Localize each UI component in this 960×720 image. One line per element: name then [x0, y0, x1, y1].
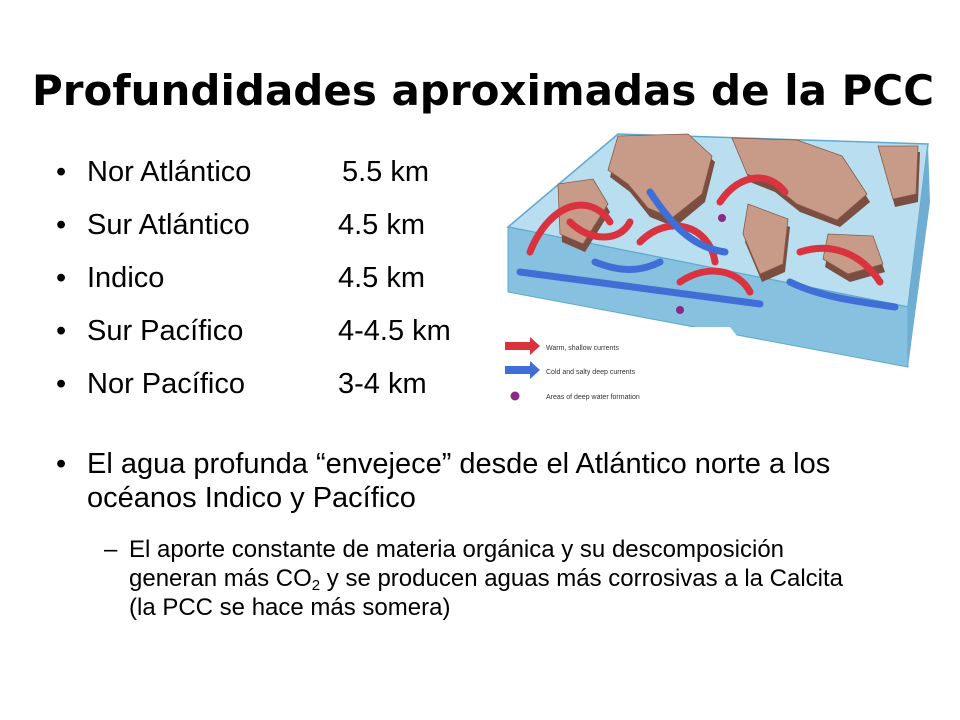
legend-label: Cold and salty deep currents	[546, 369, 636, 376]
depth-value: 4.5 km	[338, 209, 426, 241]
ocean-name: Indico	[87, 262, 165, 294]
bullet-icon: •	[56, 209, 67, 241]
bullet-icon: •	[56, 368, 67, 400]
depth-item	[56, 358, 516, 411]
depth-item	[56, 199, 516, 252]
formation-spot	[718, 214, 726, 222]
depth-item	[56, 252, 516, 305]
depth-item	[56, 305, 516, 358]
sub-text-after: y se producen aguas más corrosivas a la Calcita (la PCC se hace más somera)	[129, 565, 844, 621]
depth-value: 3-4 km	[338, 368, 427, 400]
depth-list	[56, 146, 516, 411]
ocean-name: Sur Atlántico	[87, 209, 250, 241]
co2-subscript: 2	[311, 577, 321, 594]
ocean-name: Nor Atlántico	[87, 156, 252, 188]
sub-bullet-text	[129, 535, 859, 622]
bullet-icon: •	[56, 262, 67, 294]
depth-value: 4.5 km	[338, 262, 426, 294]
formation-spot	[676, 306, 684, 314]
bullet-icon: •	[56, 448, 67, 480]
ocean-circulation-figure	[500, 132, 930, 417]
ocean-name: Sur Pacífico	[87, 315, 244, 347]
legend-panel	[500, 327, 800, 417]
sub-text-before: El aporte constante de materia orgánica y su descomposición generan más CO	[129, 536, 785, 592]
legend-label: Areas of deep water formation	[546, 394, 640, 401]
depth-value: 5.5 km	[342, 156, 430, 188]
bullet-icon: •	[56, 156, 67, 188]
main-paragraph: El agua profunda “envejece” desde el Atlántico norte a los océanos Indico y Pacífico	[87, 448, 831, 514]
ocean-name: Nor Pacífico	[87, 368, 245, 400]
dash-icon: –	[104, 536, 118, 563]
legend-label: Warm, shallow currents	[546, 345, 619, 352]
depth-item	[56, 146, 516, 199]
bullet-icon: •	[56, 315, 67, 347]
purple-dot-icon	[511, 392, 520, 401]
depth-value: 4-4.5 km	[338, 315, 451, 347]
slide-title: Profundidades aproximadas de la PCC	[32, 66, 935, 115]
